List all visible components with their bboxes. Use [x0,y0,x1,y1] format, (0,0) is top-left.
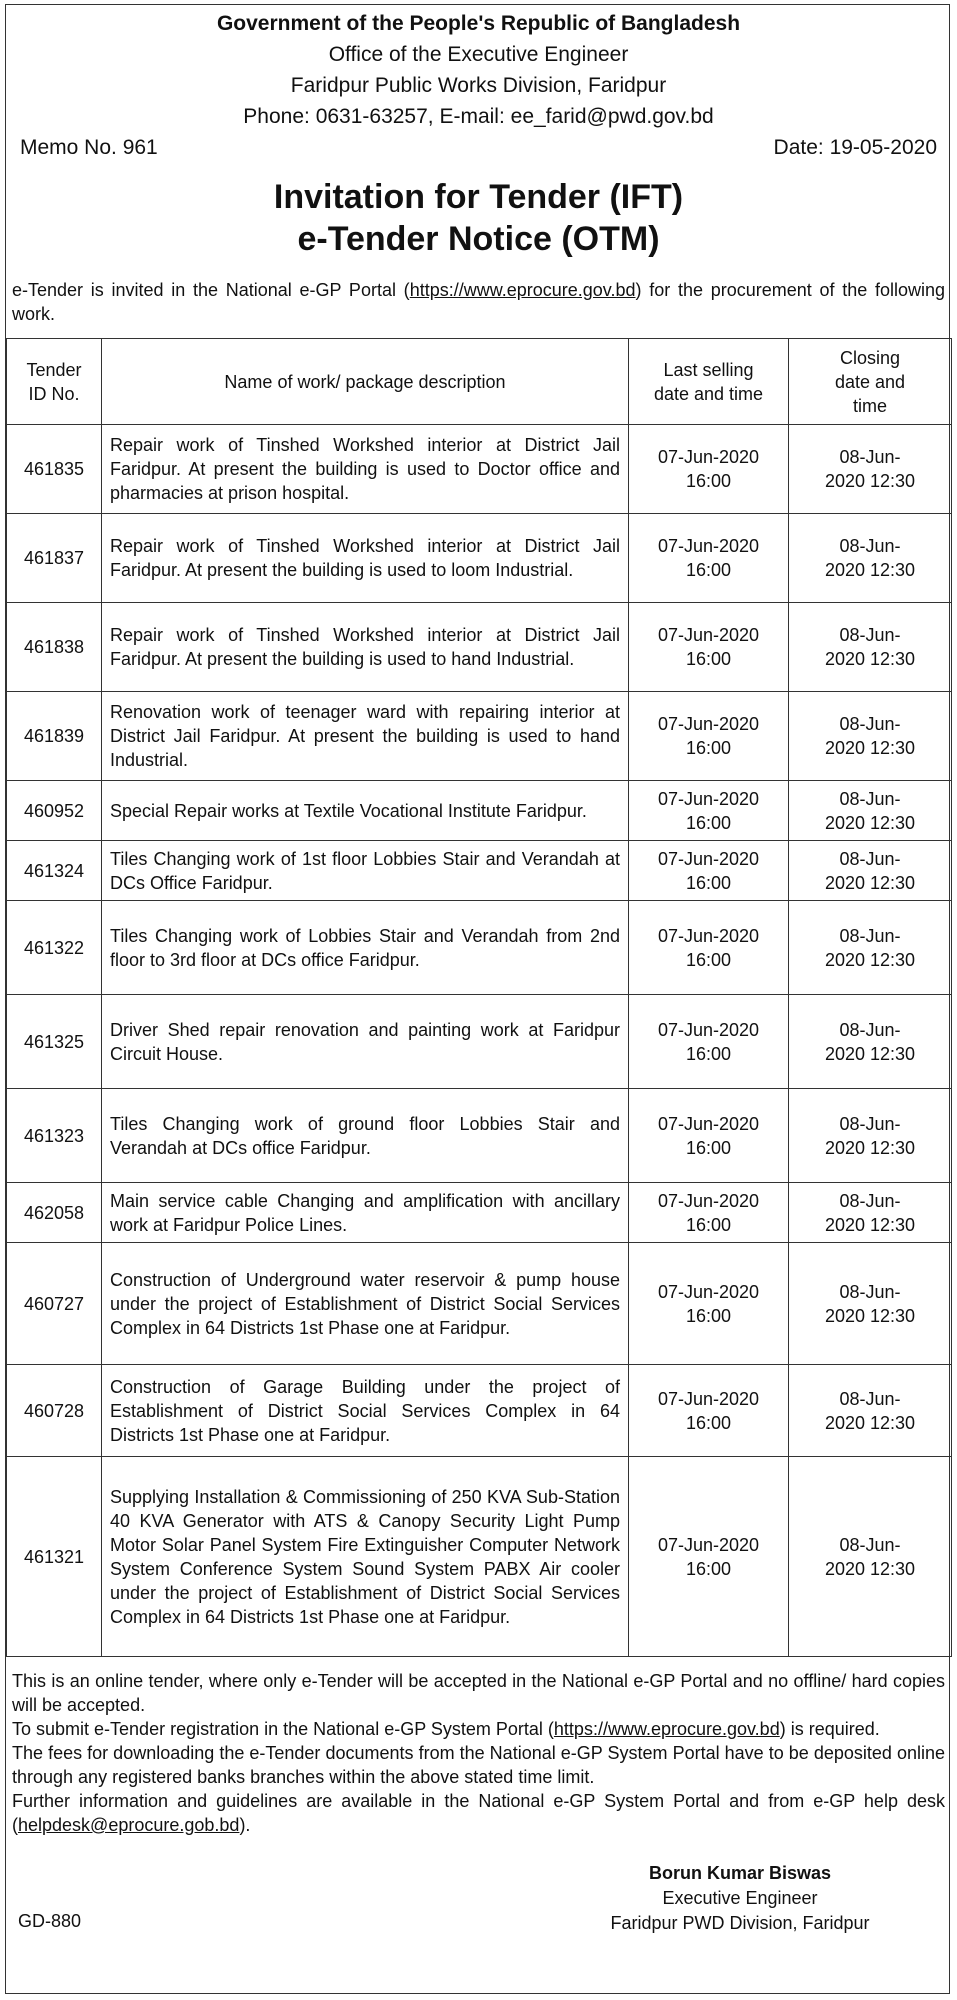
closing-time: 2020 12:30 [824,1305,916,1326]
notice-date: Date: 19-05-2020 [773,136,937,159]
work-description: Repair work of Tinshed Workshed interior at District Jail Faridpur. At present the building is used to loom Industrial. [102,514,629,603]
last-selling-datetime [629,1457,789,1657]
last-selling-datetime [629,1365,789,1457]
memo-number: Memo No. 961 [20,136,158,159]
closing-date: 08-Jun- [839,447,901,467]
helpdesk-email-link[interactable]: helpdesk@eprocure.gob.bd [18,1815,240,1835]
closing-datetime [789,995,952,1089]
header-work-description: Name of work/ package description [102,339,629,425]
footer-note-helpdesk-end: ). [239,1815,251,1835]
table-row [7,1183,952,1243]
last-selling-date: 07-Jun-2020 [657,925,760,946]
last-selling-time: 16:00 [685,1305,732,1326]
footer-note-registration-end: ) is required. [779,1719,880,1739]
last-selling-datetime [629,425,789,514]
last-selling-time: 16:00 [685,471,732,491]
last-selling-datetime [629,514,789,603]
closing-datetime [789,841,952,901]
tender-id: 461839 [7,692,102,781]
closing-date: 08-Jun- [839,1113,901,1134]
work-description: Tiles Changing work of Lobbies Stair and Verandah from 2nd floor to 3rd floor at DCs office Faridpur. [102,901,629,995]
table-row [7,781,952,841]
work-description: Driver Shed repair renovation and painting work at Faridpur Circuit House. [102,995,629,1089]
header-closing-label: Closing date and time [834,347,906,416]
work-description: Main service cable Changing and amplification with ancillary work at Faridpur Police Lines. [102,1183,629,1243]
tender-id: 461323 [7,1089,102,1183]
last-selling-time: 16:00 [685,1137,732,1158]
footer-note-helpdesk-start: Further information and guidelines are available in the National e-GP System Portal and from e-GP help desk ( [12,1791,945,1835]
last-selling-time: 16:00 [685,1214,732,1235]
work-description: Construction of Garage Building under the project of Establishment of District Social Services Complex in 64 Districts 1st Phase one at Faridpur. [102,1365,629,1457]
closing-time: 2020 12:30 [824,471,916,491]
closing-datetime [789,1183,952,1243]
last-selling-date: 07-Jun-2020 [657,788,760,809]
last-selling-date: 07-Jun-2020 [657,1388,760,1409]
table-row [7,603,952,692]
last-selling-datetime [629,781,789,841]
closing-date: 08-Jun- [839,1534,901,1555]
closing-date: 08-Jun- [839,1019,901,1040]
header-last-selling [629,339,789,425]
work-description: Construction of Underground water reservoir & pump house under the project of Establishment of District Social Services Complex in 64 Districts 1st Phase one at Faridpur. [102,1243,629,1365]
last-selling-datetime [629,1089,789,1183]
tender-id: 461324 [7,841,102,901]
last-selling-time: 16:00 [685,1412,732,1433]
last-selling-time: 16:00 [685,649,732,669]
table-row [7,1457,952,1657]
last-selling-date: 07-Jun-2020 [657,1534,760,1555]
closing-datetime [789,425,952,514]
tender-id: 461837 [7,514,102,603]
header-office: Office of the Executive Engineer [328,43,629,66]
work-description: Repair work of Tinshed Workshed interior at District Jail Faridpur. At present the building is used to hand Industrial. [102,603,629,692]
signatory-name: Borun Kumar Biswas [648,1863,832,1883]
closing-datetime [789,1089,952,1183]
last-selling-time: 16:00 [685,872,732,893]
closing-datetime [789,781,952,841]
footer-note-online: This is an online tender, where only e-Tender will be accepted in the National e-GP Portal and no offline/ hard copies will be accepted. [12,1671,945,1715]
notice-subtitle: e-Tender Notice (OTM) [297,220,660,258]
header-last-selling-label: Last selling date and time [653,359,764,404]
header-division: Faridpur Public Works Division, Faridpur [290,74,667,97]
closing-time: 2020 12:30 [824,1137,916,1158]
last-selling-datetime [629,1243,789,1365]
closing-time: 2020 12:30 [824,649,916,669]
footer-notes [12,1669,945,1837]
last-selling-time: 16:00 [685,560,732,580]
closing-date: 08-Jun- [839,925,901,946]
table-row [7,1089,952,1183]
table-row [7,514,952,603]
table-row [7,692,952,781]
table-row [7,1243,952,1365]
work-description: Tiles Changing work of ground floor Lobbies Stair and Verandah at DCs office Faridpur. [102,1089,629,1183]
tender-table [6,338,952,1657]
closing-time: 2020 12:30 [824,1214,916,1235]
last-selling-time: 16:00 [685,1558,732,1579]
work-description: Renovation work of teenager ward with repairing interior at District Jail Faridpur. At present the building is used to hand Industrial. [102,692,629,781]
tender-id: 461835 [7,425,102,514]
table-row [7,995,952,1089]
table-row [7,901,952,995]
closing-time: 2020 12:30 [824,1412,916,1433]
header-tender-id-label: Tender ID No. [26,359,82,404]
tender-id: 461325 [7,995,102,1089]
intro-text [12,278,945,326]
header-closing [789,339,952,425]
intro-text-start: e-Tender is invited in the National e-GP Portal ( [12,280,410,300]
last-selling-date: 07-Jun-2020 [657,848,760,869]
intro-text-end: ) for the procurement of the following work. [12,280,946,324]
last-selling-date: 07-Jun-2020 [657,536,760,556]
last-selling-datetime [629,995,789,1089]
closing-date: 08-Jun- [839,1190,901,1211]
closing-datetime [789,901,952,995]
closing-time: 2020 12:30 [824,1043,916,1064]
closing-datetime [789,692,952,781]
work-description: Repair work of Tinshed Workshed interior at District Jail Faridpur. At present the building is used to Doctor office and pharmacies at prison hospital. [102,425,629,514]
footer-note-helpdesk [12,1789,945,1837]
closing-date: 08-Jun- [839,1388,901,1409]
header-tender-id [7,339,102,425]
last-selling-time: 16:00 [685,738,732,758]
closing-time: 2020 12:30 [824,1558,916,1579]
header-org: Government of the People's Republic of Bangladesh [216,12,741,35]
last-selling-date: 07-Jun-2020 [657,1113,760,1134]
last-selling-datetime [629,692,789,781]
footer-note-registration-start: To submit e-Tender registration in the National e-GP System Portal ( [12,1719,554,1739]
table-row [7,841,952,901]
table-header-row [7,339,952,425]
closing-date: 08-Jun- [839,714,901,734]
footer-note-registration [12,1717,945,1741]
work-description: Tiles Changing work of 1st floor Lobbies Stair and Verandah at DCs Office Faridpur. [102,841,629,901]
last-selling-date: 07-Jun-2020 [657,714,760,734]
last-selling-datetime [629,841,789,901]
egp-portal-link[interactable]: https://www.eprocure.gov.bd [409,280,636,300]
closing-date: 08-Jun- [839,788,901,809]
gd-number: GD-880 [18,1911,82,1931]
last-selling-datetime [629,1183,789,1243]
last-selling-date: 07-Jun-2020 [657,625,760,645]
signatory-title: Executive Engineer [662,1888,818,1908]
tender-id: 460728 [7,1365,102,1457]
last-selling-date: 07-Jun-2020 [657,447,760,467]
tender-id: 461838 [7,603,102,692]
closing-datetime [789,603,952,692]
egp-registration-link[interactable]: https://www.eprocure.gov.bd [553,1719,780,1739]
last-selling-date: 07-Jun-2020 [657,1019,760,1040]
closing-time: 2020 12:30 [824,560,916,580]
closing-date: 08-Jun- [839,1281,901,1302]
closing-date: 08-Jun- [839,625,901,645]
tender-id: 462058 [7,1183,102,1243]
work-description: Supplying Installation & Commissioning of 250 KVA Sub-Station 40 KVA Generator with ATS & Canopy Security Light Pump Motor Solar Panel System Fire Extinguisher Computer Network System Conference System Sound System PABX Air cooler under the project of Establishment of District Social Services Complex in 64 Districts 1st Phase one at Faridpur. [102,1457,629,1657]
closing-datetime [789,1365,952,1457]
last-selling-date: 07-Jun-2020 [657,1190,760,1211]
closing-datetime [789,1243,952,1365]
closing-time: 2020 12:30 [824,949,916,970]
work-description: Special Repair works at Textile Vocational Institute Faridpur. [102,781,629,841]
last-selling-datetime [629,901,789,995]
closing-date: 08-Jun- [839,848,901,869]
footer-note-fees: The fees for downloading the e-Tender documents from the National e-GP System Portal have to be deposited online through any registered banks branches within the above stated time limit. [12,1743,945,1787]
closing-date: 08-Jun- [839,536,901,556]
last-selling-time: 16:00 [685,1043,732,1064]
closing-time: 2020 12:30 [824,812,916,833]
last-selling-time: 16:00 [685,812,732,833]
closing-datetime [789,1457,952,1657]
tender-id: 460952 [7,781,102,841]
header-contact: Phone: 0631-63257, E-mail: ee_farid@pwd.gov.bd [243,105,714,128]
last-selling-time: 16:00 [685,949,732,970]
tender-id: 461322 [7,901,102,995]
closing-time: 2020 12:30 [824,872,916,893]
last-selling-datetime [629,603,789,692]
closing-time: 2020 12:30 [824,738,916,758]
notice-title: Invitation for Tender (IFT) [273,178,684,216]
tender-id: 461321 [7,1457,102,1657]
table-row [7,1365,952,1457]
closing-datetime [789,514,952,603]
table-row [7,425,952,514]
tender-id: 460727 [7,1243,102,1365]
last-selling-date: 07-Jun-2020 [657,1281,760,1302]
signatory-office: Faridpur PWD Division, Faridpur [610,1913,870,1933]
